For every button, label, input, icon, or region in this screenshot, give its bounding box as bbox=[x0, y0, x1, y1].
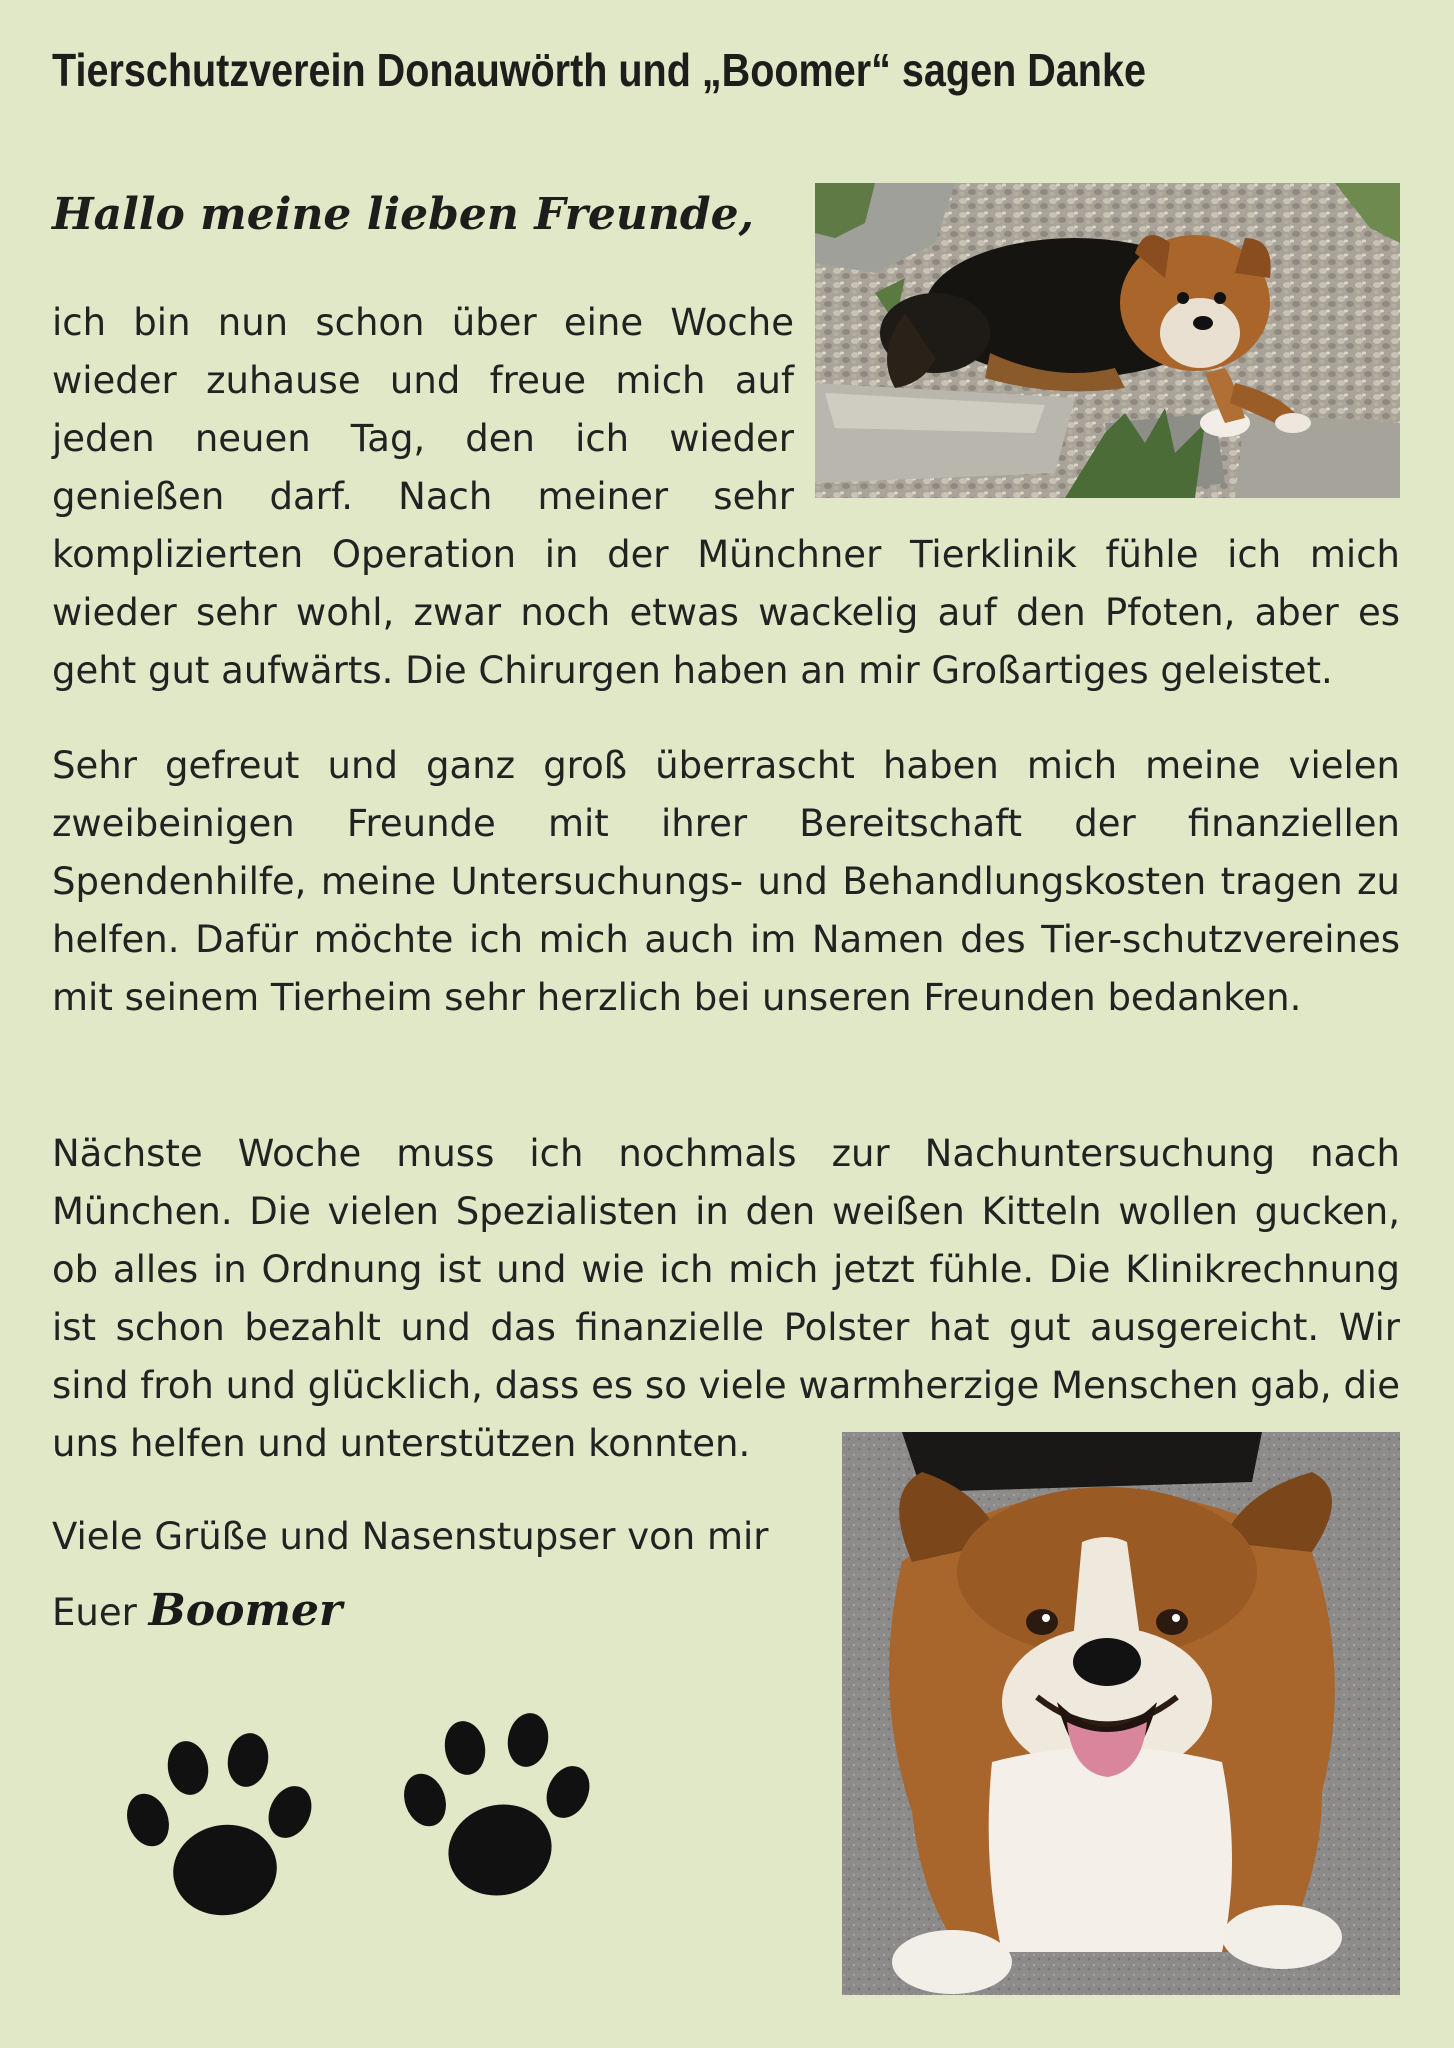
page-title: Tierschutzverein Donauwörth und „Boomer“ sagen Danke bbox=[52, 44, 1146, 96]
signoff-line bbox=[52, 1582, 842, 1642]
dog-portrait-photo bbox=[842, 1432, 1400, 1995]
paragraph-2: Sehr gefreut und ganz groß überrascht haben mich meine vielen zweibeinigen Freunde mit ihrer Bereitschaft der finanziellen Spendenhilfe, meine Untersuchungs- und Behandlungskosten tragen zu helfen. Dafür möchte ich mich auch im Namen des Tier-schutzvereines mit seinem Tierheim sehr herzlich bei unseren Freunden bedanken. bbox=[52, 744, 1400, 1019]
paragraph-1: ich bin nun schon über eine Woche wieder zuhause und freue mich auf jeden neuen Tag, den ich wieder genießen darf. Nach meiner sehr komplizierten Operation in der Münchner Tierklinik fühle ich mich wieder sehr wohl, zwar noch etwas wackelig auf den Pfoten, aber es geht gut aufwärts. Die Chirurgen haben an mir Großartiges geleistet. bbox=[52, 301, 1400, 692]
paragraph-3: Nächste Woche muss ich nochmals zur Nachuntersuchung nach München. Die vielen Spezialisten in den weißen Kitteln wollen gucken, ob alles in Ordnung ist und wie ich mich jetzt fühle. Die Klinikrechnung ist schon bezahlt und das finanzielle Polster hat gut ausgereicht. Wir sind froh und glücklich, dass es so viele warmherzige Menschen gab, die uns helfen und unterstützen konnten. bbox=[52, 1132, 1400, 1465]
paw-print-right-icon bbox=[397, 1710, 598, 1907]
dog-lying-photo bbox=[815, 183, 1400, 498]
paw-prints-icon bbox=[120, 1700, 600, 1940]
paragraph-2-block bbox=[52, 737, 1400, 1027]
paw-print-left-icon bbox=[120, 1730, 320, 1923]
dog-lying-on-gravel-image bbox=[815, 183, 1400, 498]
paw-prints-decoration bbox=[120, 1700, 600, 1940]
paragraph-3-block bbox=[52, 1125, 1400, 1473]
closing-block bbox=[52, 1508, 842, 1642]
dog-looking-up-image bbox=[842, 1432, 1400, 1995]
greeting: Hallo meine lieben Freunde, bbox=[52, 189, 754, 240]
signature: Boomer bbox=[148, 1585, 343, 1636]
closing-line: Viele Grüße und Nasenstupser von mir bbox=[52, 1515, 769, 1558]
signoff-prefix: Euer bbox=[52, 1591, 137, 1634]
